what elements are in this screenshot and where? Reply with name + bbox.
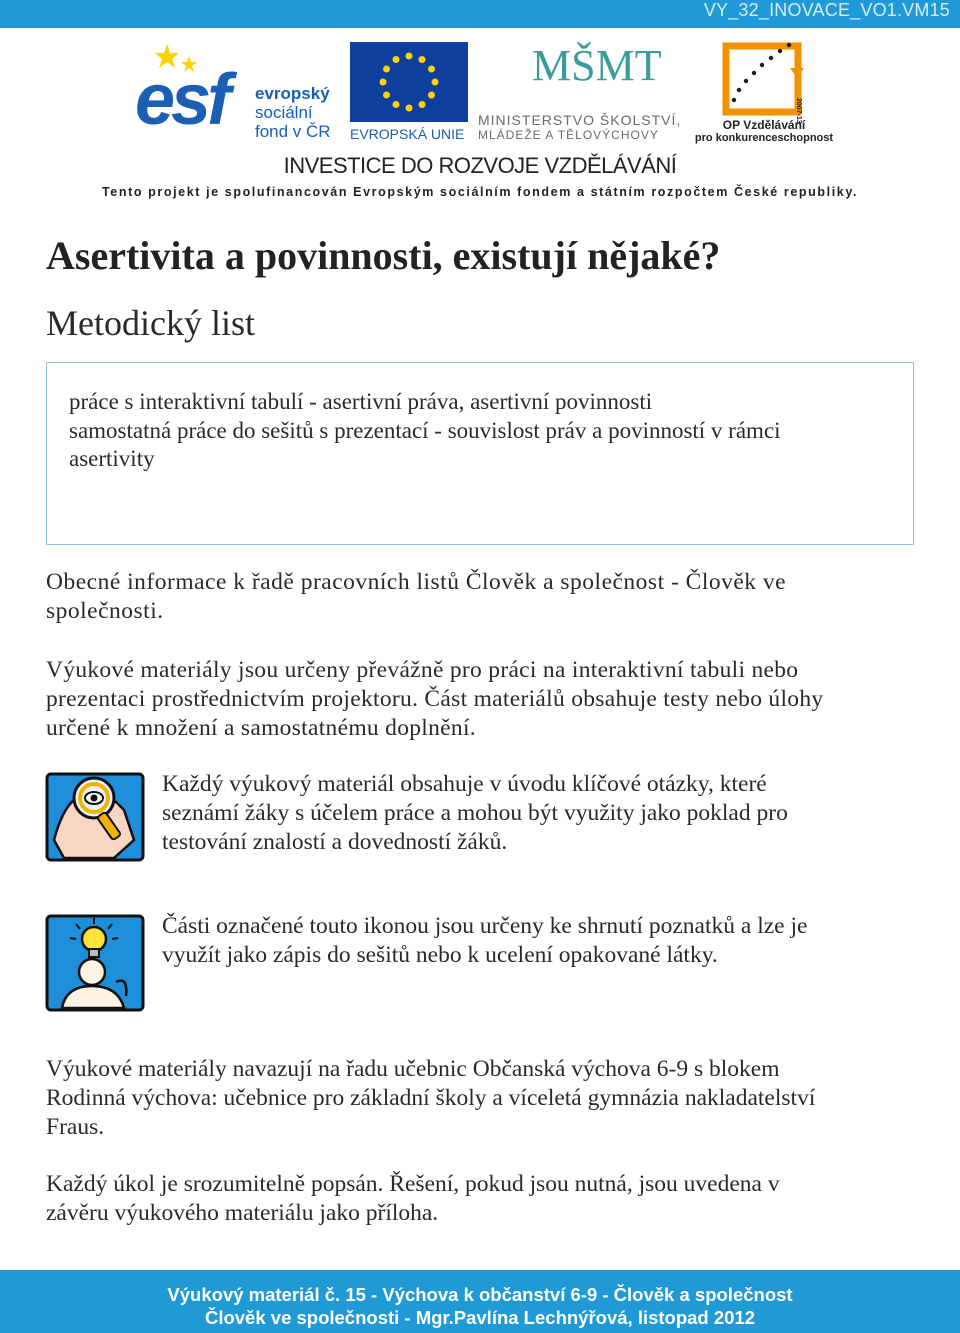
lightbulb-icon — [44, 912, 146, 1012]
op-line2: pro konkurenceschopnost — [694, 132, 834, 144]
general-info-paragraph: Obecné informace k řadě pracovních listů Člověk a společnost - Člověk ve společnosti. — [46, 569, 787, 624]
activity-line-3: asertivity — [69, 446, 155, 471]
footer-line-2: Člověk ve společnosti - Mgr.Pavlína Lechnýřová, listopad 2012 — [204, 1307, 756, 1328]
textbook-paragraph: Výukové materiály navazují na řadu učebnic Občanská výchova 6-9 s blokem Rodinná výchova: učebnice pro základní školy a víceletá gymnázia nakladatelství Fraus. — [46, 1056, 816, 1140]
magnifier-icon — [44, 770, 146, 862]
msmt-mark-icon — [530, 40, 662, 108]
msmt-logo — [478, 40, 688, 145]
eu-logo — [350, 42, 468, 142]
logo-strip — [0, 30, 960, 150]
key-questions-text: Každý výukový materiál obsahuje v úvodu klíčové otázky, které seznámí žáky s účelem práce a mohou být využity jako poklad pro testování znalostí a dovedností žáků. — [162, 771, 788, 855]
activity-line-2: samostatná práce do sešitů s prezentací - souvislost práv a povinností v rámci — [69, 417, 781, 443]
footer-bar — [0, 1270, 960, 1333]
summary-text: Části označené touto ikonou jsou určeny ke shrnutí poznatků a lze je využít jako zápis do sešitů nebo k ucelení opakované látky. — [162, 913, 808, 968]
eu-label: EVROPSKÁ UNIE — [350, 126, 465, 142]
eu-flag-icon — [350, 42, 468, 122]
op-emblem-icon — [694, 38, 834, 124]
top-bar — [0, 0, 960, 28]
svg-text:2007-13: 2007-13 — [795, 98, 802, 124]
op-line1: OP Vzdělávání — [722, 118, 806, 132]
msmt-line2: MLÁDEŽE A TĚLOVÝCHOVY — [478, 128, 659, 142]
footer-line-1: Výukový materiál č. 15 - Výchova k občanství 6-9 - Člověk a společnost — [167, 1284, 793, 1305]
op-logo — [694, 38, 834, 148]
tasks-paragraph: Každý úkol je srozumitelně popsán. Řešení, pokud jsou nutná, jsou uvedena v závěru výukového materiálu jako příloha. — [46, 1171, 780, 1226]
esf-caption: evropský sociální fond v ČR — [255, 84, 331, 141]
materials-paragraph: Výukové materiály jsou určeny převážně pro práci na interaktivní tabuli nebo prezentaci prostřednictvím projektoru. Část materiálů obsahuje testy nebo úlohy určené k množení a samostatnému doplnění. — [46, 657, 824, 741]
investice-banner: INVESTICE DO ROZVOJE VZDĚLÁVÁNÍ — [283, 153, 677, 178]
activity-box — [46, 362, 914, 545]
document-code: VY_32_INOVACE_VO1.VM15 — [703, 0, 950, 20]
svg-text:MŠMT: MŠMT — [532, 41, 662, 90]
page-title: Asertivita a povinnosti, existují nějaké? — [46, 233, 721, 278]
projekt-note: Tento projekt je spolufinancován Evropským sociálním fondem a státním rozpočtem České republiky. — [101, 185, 859, 199]
page-subtitle: Metodický list — [46, 303, 255, 343]
esf-logo — [135, 42, 345, 142]
msmt-line1: MINISTERSTVO ŠKOLSTVÍ, — [478, 112, 682, 128]
activity-line-1: práce s interaktivní tabulí - asertivní práva, asertivní povinnosti — [69, 389, 653, 414]
esf-wordmark: esf — [135, 60, 228, 140]
